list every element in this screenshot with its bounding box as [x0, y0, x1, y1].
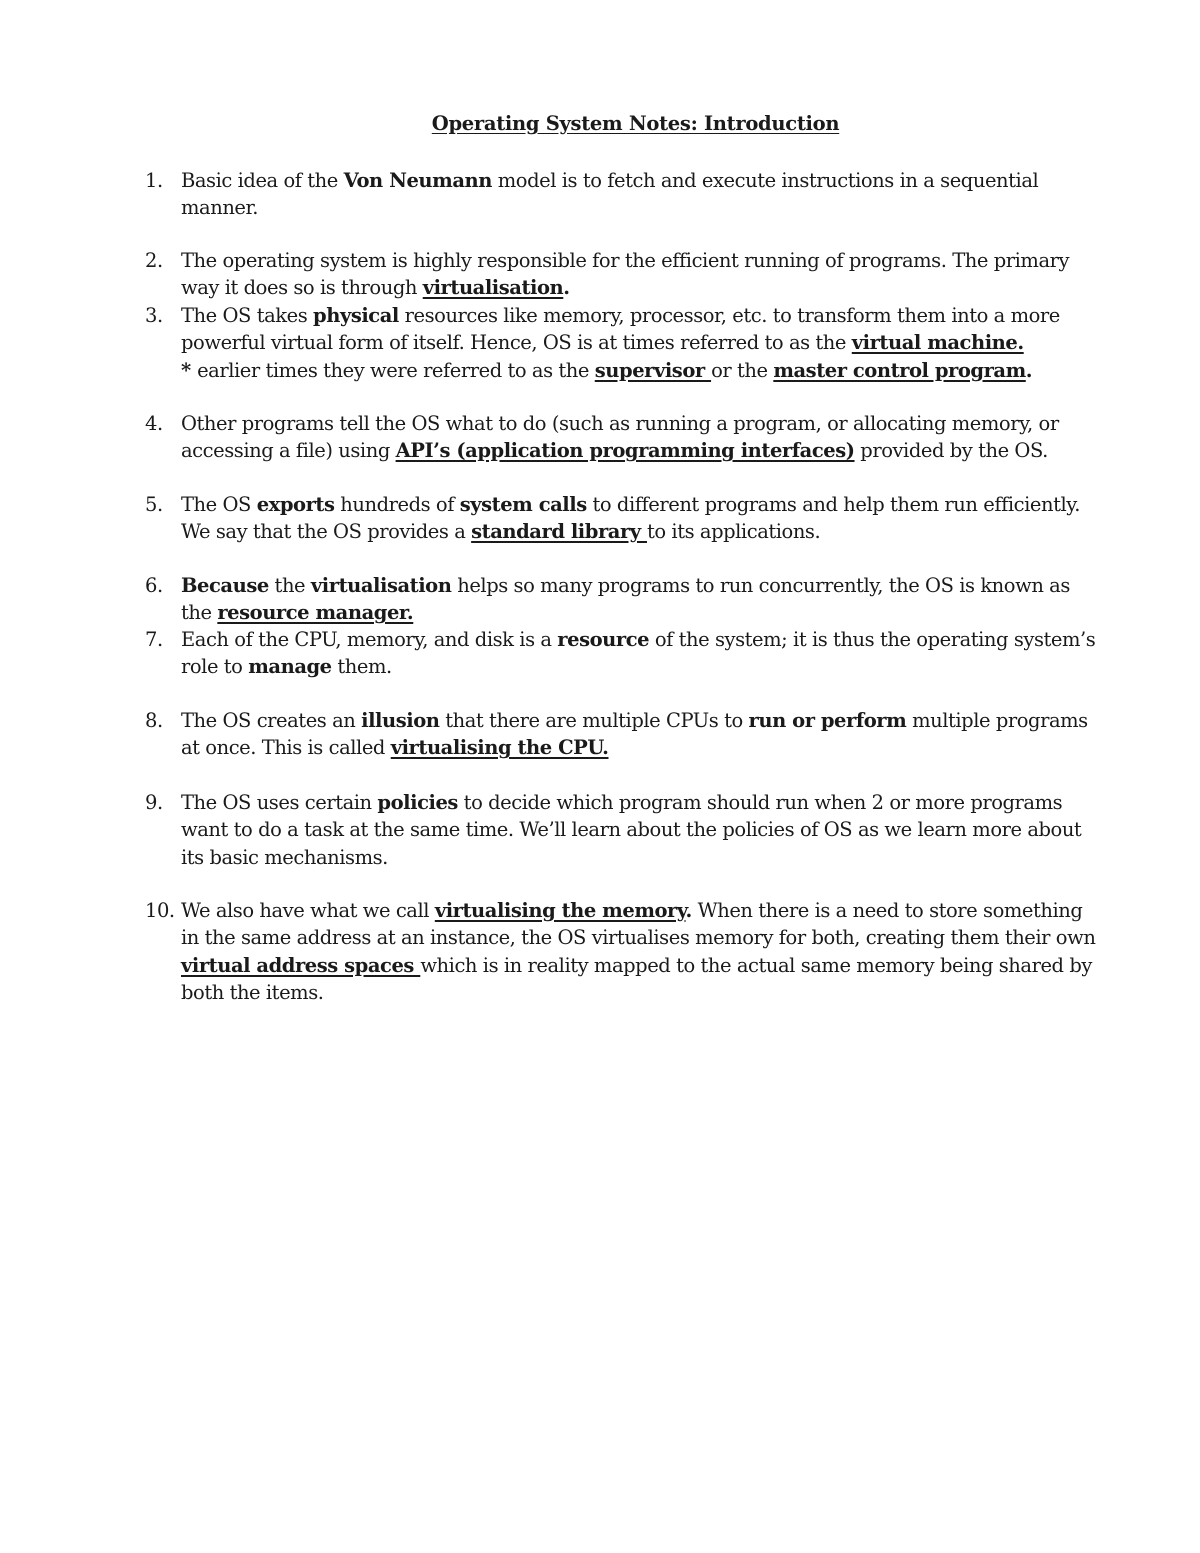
list-item — [145, 897, 1105, 1006]
list-item — [145, 572, 1105, 627]
key-term: . — [685, 899, 692, 922]
text-run: to decide which program should run when 2 or more programs want to do a task at the same time. We’ll learn about the policies of OS as we learn more about its basic mechanisms. — [181, 791, 1082, 869]
list-item-number: 10. — [145, 899, 175, 922]
text-run: The operating system is highly responsible for the efficient running of programs. The primary way it does so is through — [181, 249, 1070, 300]
key-term-underlined: virtual machine. — [851, 331, 1024, 355]
key-term: virtualisation — [310, 574, 452, 597]
key-term: policies — [377, 791, 458, 814]
text-run: to its applications. — [647, 520, 821, 544]
key-term: . — [563, 276, 570, 300]
text-run: to different programs and help them run efficiently. We say that the OS provides a — [181, 493, 1081, 544]
page-title: Operating System Notes: Introduction — [431, 112, 840, 135]
key-term-underlined: virtualising the CPU. — [390, 736, 609, 760]
text-run: The OS takes — [181, 304, 314, 327]
list-item-text — [181, 707, 1105, 762]
text-run: provided by the OS. — [854, 439, 1048, 463]
key-term: exports — [256, 493, 335, 516]
list-item-number: 7. — [145, 628, 163, 651]
key-term: physical — [313, 304, 399, 327]
key-term: system calls — [459, 493, 587, 516]
list-item-text — [181, 491, 1105, 546]
text-run: The OS creates an — [181, 709, 362, 732]
list-item-number: 9. — [145, 791, 163, 814]
list-item-text — [181, 167, 1105, 222]
text-run: the — [268, 574, 311, 597]
list-item-text — [181, 626, 1105, 681]
list-item-number: 2. — [145, 249, 163, 272]
list-item — [145, 302, 1105, 384]
list-item-number: 8. — [145, 709, 163, 732]
list-item-number: 6. — [145, 574, 163, 597]
list-item — [145, 491, 1105, 546]
list-item-text — [181, 572, 1105, 627]
list-item-text — [181, 247, 1105, 302]
key-term: * — [181, 358, 198, 382]
key-term: illusion — [361, 709, 440, 732]
text-run: When there is a need to store something in the same address at an instance, the OS virtualises memory for both, creating them their own — [181, 899, 1096, 950]
list-item — [145, 410, 1105, 465]
key-term: Because — [181, 574, 269, 597]
text-run: which is in reality mapped to the actual same memory being shared by both the items. — [181, 953, 1092, 1004]
key-term: run or perform — [748, 709, 907, 732]
text-run: The OS — [181, 493, 257, 516]
key-term-underlined: master control program — [773, 358, 1026, 382]
list-item — [145, 789, 1105, 871]
text-run: multiple programs at once. This is called — [181, 709, 1088, 760]
list-item-text — [181, 789, 1105, 871]
list-item-number: 4. — [145, 412, 163, 435]
key-term-underlined: API’s (application programming interfaces) — [395, 439, 855, 463]
key-term-underlined: virtualising the memory — [434, 899, 686, 922]
text-run: model is to fetch and execute instructions in a sequential manner. — [181, 169, 1039, 220]
list-item — [145, 626, 1105, 681]
text-run: The OS uses certain — [181, 791, 378, 814]
list-item-number: 5. — [145, 493, 163, 516]
list-item-text — [181, 897, 1105, 1006]
list-item-number: 1. — [145, 169, 163, 192]
text-run: earlier times they were referred to as the — [197, 358, 595, 382]
text-run: resources like memory, processor, etc. to transform them into a more powerful virtual form of itself. Hence, OS is at times referred to as the — [181, 304, 1060, 355]
key-term: manage — [248, 655, 332, 679]
list-item-text — [181, 410, 1105, 465]
text-run: that there are multiple CPUs to — [439, 709, 749, 732]
text-run: helps so many programs to run concurrently, the OS is known as the — [181, 574, 1070, 625]
key-term-underlined: resource manager. — [217, 601, 414, 625]
key-term-underlined: standard library — [471, 520, 647, 544]
text-run: We also have what we call — [181, 899, 435, 922]
text-run: of the system; it is thus the operating system’s role to — [181, 628, 1096, 679]
text-run: them. — [331, 655, 392, 679]
key-term-underlined: virtualisation — [422, 276, 564, 300]
list-item-text — [181, 302, 1105, 384]
text-run: Other programs tell the OS what to do (such as running a program, or allocating memory, or accessing a file) using — [181, 412, 1059, 463]
text-run: Basic idea of the — [181, 169, 344, 192]
key-term: Von Neumann — [343, 169, 492, 192]
text-run: Each of the CPU, memory, and disk is a — [181, 628, 558, 651]
list-item — [145, 167, 1105, 222]
list-item — [145, 707, 1105, 762]
text-run: or the — [711, 358, 774, 382]
key-term-underlined: virtual address spaces — [181, 953, 421, 977]
list-item-number: 3. — [145, 304, 163, 327]
key-term: resource — [557, 628, 650, 651]
list-item — [145, 247, 1105, 302]
key-term: . — [1025, 358, 1033, 382]
key-term-underlined: supervisor — [594, 358, 712, 382]
text-run: hundreds of — [334, 493, 460, 516]
